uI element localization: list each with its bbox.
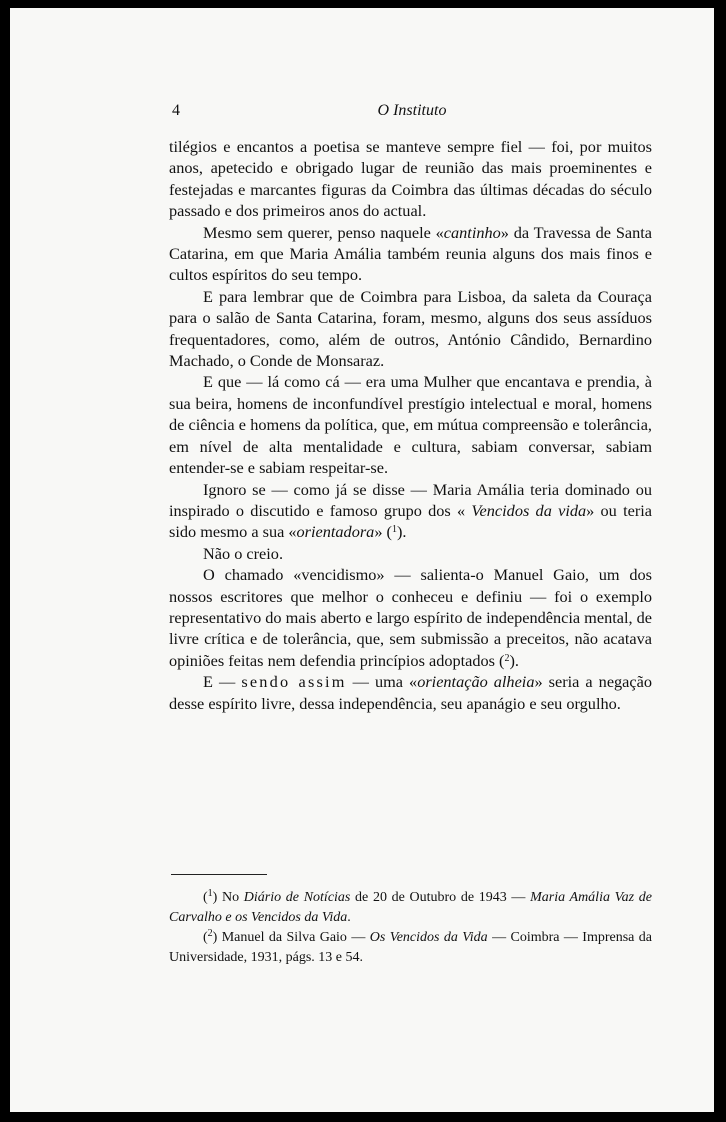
text-segment: sendo assim: [241, 672, 347, 692]
paragraph: [169, 671, 652, 714]
text-segment: » seria a negação desse espírito livre, dessa independência, seu apanágio e seu orgulho.: [169, 672, 653, 713]
text-segment: .: [347, 910, 351, 925]
footnote: [169, 928, 652, 968]
paragraph: [169, 222, 652, 286]
page-number: 4: [172, 102, 180, 119]
paragraph: [169, 479, 652, 543]
footnote: [169, 888, 652, 928]
paragraph: [169, 371, 652, 478]
footnotes: [169, 888, 652, 968]
paragraph: [169, 286, 652, 372]
text-segment: E que — lá como cá — era uma Mulher que encantava e prendia, à sua beira, homens de inconfundível prestígio intelectual e moral, homens de ciência e homens da política, que, em mútua compreensão e tolerância, em nível de alta mentalidade e cultura, sabiam conversar, sabiam entender-se e sabiam respeitar-se.: [169, 372, 652, 478]
text-segment: — uma «: [346, 672, 418, 692]
text-segment: 2: [504, 652, 510, 664]
text-segment: orientação alheia: [417, 672, 535, 692]
text-segment: Vencidos da vida: [471, 500, 587, 520]
text-segment: ) Manuel da Silva Gaio —: [212, 930, 370, 945]
text-segment: (: [203, 930, 208, 945]
text-segment: Ignoro se — como já se disse — Maria Amália teria dominado ou inspirado o discutido e famoso grupo dos «: [169, 479, 652, 520]
page-header: [172, 102, 652, 126]
text-segment: Maria Amália Vaz de Carvalho e os Vencidos da Vida: [169, 890, 652, 925]
paragraph: [169, 136, 652, 222]
text-segment: Mesmo sem querer, penso naquele «: [203, 222, 444, 242]
text-segment: ) No: [212, 890, 244, 905]
text-segment: E para lembrar que de Coimbra para Lisboa, da saleta da Couraça para o salão de Santa Catarina, foram, mesmo, alguns dos seus assíduos frequentadores, como, além de outros, António Cândido, Bernardino Machado, o Conde de Monsaraz.: [169, 286, 652, 371]
text-segment: E —: [203, 672, 242, 692]
text-segment: » ou teria sido mesmo a sua «: [169, 500, 653, 542]
paragraph: [169, 564, 652, 671]
text-segment: O chamado «vencidismo» — salienta-o Manuel Gaio, um dos nossos escritores que melhor o conheceu e definiu — foi o exemplo representativo do mais aberto e largo espírito de independência mental, de livre crítica e de tolerância, que, sem submissão a preceitos, não acatava opiniões feitas nem defendia princípios adoptados (: [169, 565, 652, 670]
text-segment: tilégios e encantos a poetisa se manteve sempre fiel — foi, por muitos anos, apetecido e obrigado lugar de reunião das mais proeminentes e festejadas e marcantes figuras da Coimbra das últimas décadas do século passado e dos primeiros anos do actual.: [169, 137, 652, 221]
text-segment: ).: [509, 650, 519, 670]
running-title: O Instituto: [377, 102, 447, 119]
book-page: [10, 8, 714, 1112]
text-segment: (: [203, 890, 208, 905]
text-segment: » da Travessa de Santa Catarina, em que Maria Amália também reunia alguns dos mais finos e cultos espíritos do seu tempo.: [169, 222, 652, 285]
text-segment: » (: [374, 522, 392, 542]
text-segment: 1: [391, 524, 397, 536]
text-segment: Diário de Notícias: [243, 890, 351, 905]
text-segment: 2: [207, 928, 213, 939]
text-segment: 1: [207, 888, 213, 899]
text-segment: Não o creio.: [203, 543, 284, 563]
paragraph: [169, 543, 652, 564]
body-text: [169, 136, 652, 714]
text-segment: de 20 de Outubro de 1943 —: [350, 890, 531, 905]
text-segment: cantinho: [443, 222, 501, 242]
text-segment: orientadora: [296, 522, 375, 542]
text-segment: Os Vencidos da Vida: [369, 930, 488, 945]
text-segment: — Coimbra — Imprensa da Universidade, 1931, págs. 13 e 54.: [169, 930, 653, 965]
footnote-divider: [171, 874, 267, 875]
text-segment: ).: [396, 522, 407, 542]
